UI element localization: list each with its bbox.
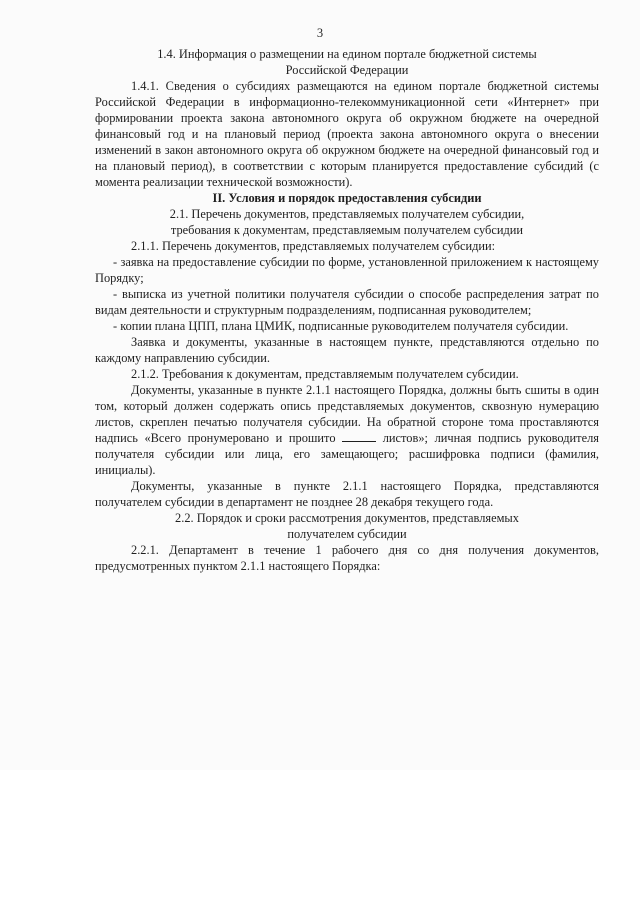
document-requirements-part2: листов»; личная подпись руководителя получателя субсидии или лица, его замещающего; расшифровка подписи (фамилия, инициалы).: [95, 431, 599, 477]
section-1-4-heading: [95, 46, 599, 78]
document-requirements-part1: Документы, указанные в пункте 2.1.1 настоящего Порядка, должны быть сшиты в один том, который должен содержать опись представляемых документов, сквозную нумерацию листов, скреплен печатью получателя субсидии. На обратной стороне тома проставляются надпись «Всего пронумеровано и прошито: [95, 383, 599, 445]
subsection-2-2-heading: [95, 510, 599, 542]
blank-line: [342, 430, 376, 442]
section-1-4-heading-line2: Российской Федерации: [285, 63, 409, 77]
subsection-2-1-heading-line1: 2.1. Перечень документов, представляемых получателем субсидии,: [169, 207, 525, 221]
subsection-2-1-heading-line2: требования к документам, представляемым получателем субсидии: [170, 223, 524, 237]
subsection-2-2-heading-line2: получателем субсидии: [287, 527, 407, 541]
paragraph-2-1-1: 2.1.1. Перечень документов, представляемых получателем субсидии:: [131, 239, 496, 253]
page-content: [95, 46, 599, 574]
blank-lower-area: [0, 770, 640, 905]
list-item: - копии плана ЦПП, плана ЦМИК, подписанные руководителем получателя субсидии.: [113, 319, 569, 333]
page-number: 3: [316, 26, 324, 40]
paragraph-document-requirements: [95, 382, 599, 478]
paragraph-2-2-1: 2.2.1. Департамент в течение 1 рабочего дня со дня получения документов, предусмотренных пунктом 2.1.1 настоящего Порядка:: [95, 543, 599, 573]
subsection-2-2-heading-line1: 2.2. Порядок и сроки рассмотрения документов, представляемых: [175, 511, 519, 525]
paragraph-1-4-1: 1.4.1. Сведения о субсидиях размещаются на едином портале бюджетной системы Российской Федерации в информационно-телекоммуникационной сети «Интернет» при формировании проекта закона автономного округа об окружном бюджете на очередной финансовый год и на плановый период (проекта закона автономного округа о внесении изменений в закон автономного округа об окружном бюджете на очередной финансовый год и на плановый период), в соответствии с которым планируется предоставление субсидий (с момента реализации технической возможности).: [95, 79, 599, 189]
paragraph-2-1-2: 2.1.2. Требования к документам, представляемым получателем субсидии.: [131, 367, 519, 381]
section-1-4-heading-line1: 1.4. Информация о размещении на едином портале бюджетной системы: [157, 47, 537, 61]
paragraph-deadline: Документы, указанные в пункте 2.1.1 настоящего Порядка, представляются получателем субсидии в департамент не позднее 28 декабря текущего года.: [95, 479, 599, 509]
section-2-heading: II. Условия и порядок предоставления субсидии: [212, 191, 482, 205]
subsection-2-1-heading: [95, 206, 599, 238]
list-item: - заявка на предоставление субсидии по форме, установленной приложением к настоящему Порядку;: [95, 255, 599, 285]
list-item: - выписка из учетной политики получателя субсидии о способе распределения затрат по видам деятельности и структурным подразделениям, подписанная руководителем;: [95, 287, 599, 317]
paragraph-separately: Заявка и документы, указанные в настоящем пункте, представляются отдельно по каждому направлению субсидии.: [95, 335, 599, 365]
